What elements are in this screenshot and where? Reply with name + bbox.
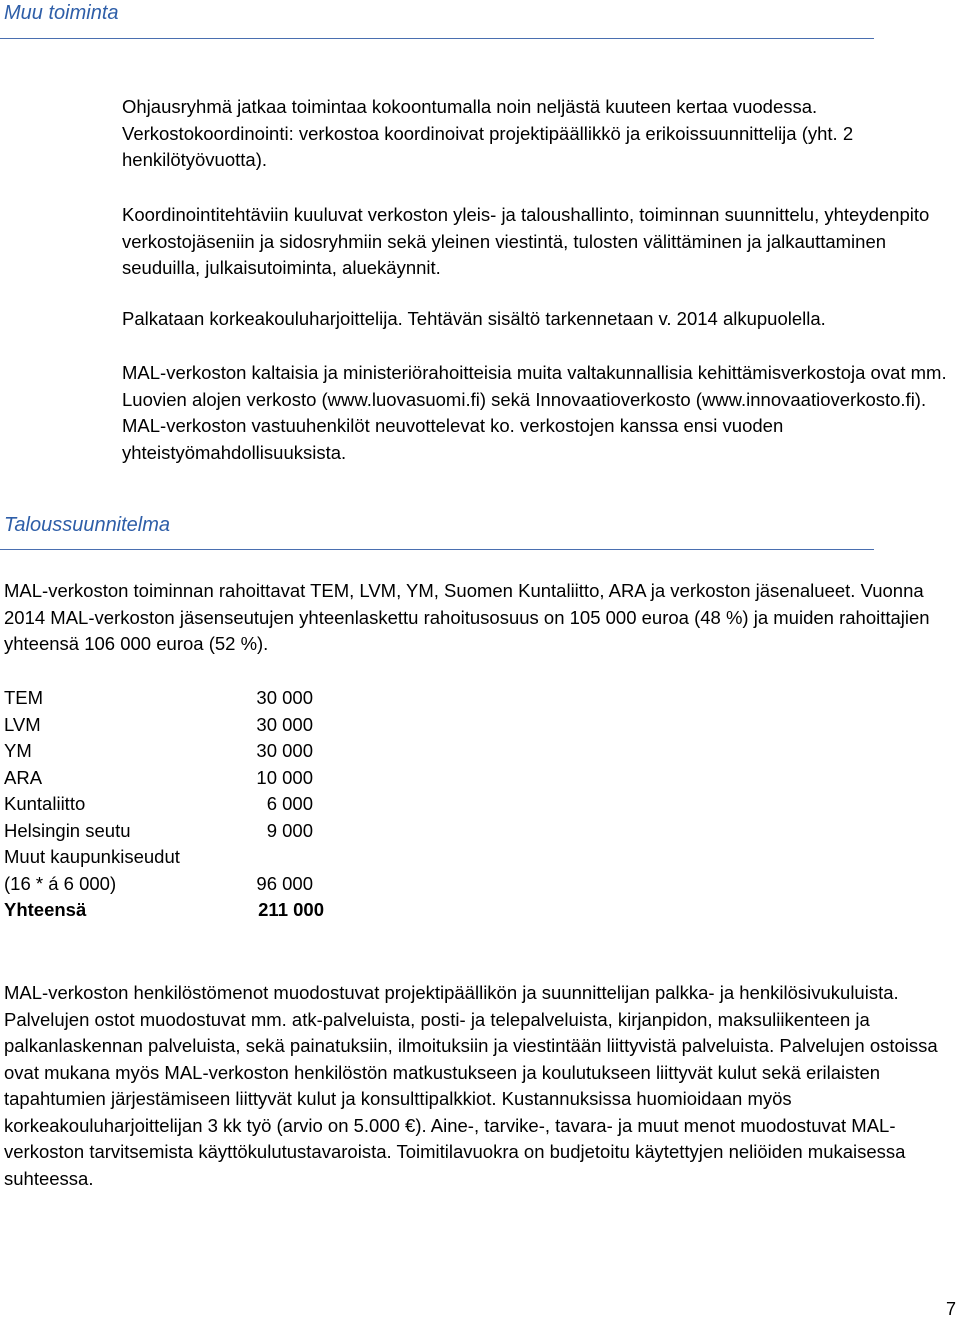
funding-total-row	[4, 897, 324, 924]
funding-total-amount: 211 000	[258, 899, 324, 920]
funding-label: Muut kaupunkiseudut	[4, 846, 180, 867]
paragraph-rahoittajat: MAL-verkoston toiminnan rahoittavat TEM, LVM, YM, Suomen Kuntaliitto, ARA ja verkoston jäsenalueet. Vuonna 2014 MAL-verkoston jäsenseutujen yhteenlaskettu rahoitusosuus on 105 000 euroa (48 %) ja muiden rahoittajien yhteensä 106 000 euroa (52 %).	[4, 580, 930, 654]
funding-amount: 96 000	[256, 872, 313, 894]
funding-row	[4, 871, 324, 898]
paragraph-koordinointi: Koordinointitehtäviin kuuluvat verkoston yleis- ja taloushallinto, toiminnan suunnittelu, yhteydenpito verkostojäseniin ja sidosryhmiin sekä yleinen viestintä, tulosten välittäminen ja jalkauttaminen seuduilla, julkaisutoiminta, aluekäynnit.	[122, 204, 930, 278]
funding-label: Helsingin seutu	[4, 819, 131, 841]
funding-label: ARA	[4, 766, 43, 788]
funding-amount: 30 000	[256, 740, 313, 761]
paragraph-ohjausryhma: Ohjausryhmä jatkaa toimintaa kokoontumalla noin neljästä kuuteen kertaa vuodessa. Verkostokoordinointi: verkostoa koordinoivat projektipäällikkö ja erikoissuunnittelija (yht. 2 henkilötyövuotta).	[122, 96, 854, 170]
heading-underline	[0, 38, 874, 39]
page-number: 7	[945, 1299, 956, 1319]
funding-row	[4, 844, 324, 871]
funding-row	[4, 712, 324, 739]
funding-label: YM	[4, 740, 32, 761]
funding-label: TEM	[4, 687, 44, 708]
funding-row	[4, 738, 324, 765]
funding-row	[4, 685, 324, 712]
funding-amount: 30 000	[256, 713, 313, 735]
funding-row	[4, 791, 324, 818]
heading-underline	[0, 549, 874, 550]
funding-amount: 6 000	[266, 793, 313, 814]
funding-row	[4, 765, 324, 792]
funding-total-label: Yhteensä	[4, 899, 87, 920]
funding-amount: 30 000	[256, 687, 313, 708]
paragraph-harjoittelija: Palkataan korkeakouluharjoittelija. Tehtävän sisältö tarkennetaan v. 2014 alkupuolella.	[122, 308, 826, 329]
funding-amount: 9 000	[266, 819, 313, 841]
funding-row	[4, 818, 324, 845]
paragraph-kulut: MAL-verkoston henkilöstömenot muodostuvat projektipäällikön ja suunnittelijan palkka- ja henkilösivukuluista. Palvelujen ostot muodostuvat mm. atk-palveluista, posti- ja telepalveluista, kirjanpidon, maksuliikenteen ja palkanlaskennan palveluista, sekä painatuksiin, ilmoituksiin ja viestintään liittyvistä palveluista. Palvelujen ostoissa ovat mukana myös MAL-verkoston henkilöstön matkustukseen ja koulutukseen liittyvät kulut sekä erilaisten tapahtumien järjestämiseen liittyvät kulut ja konsulttipalkkiot. Kustannuksissa huomioidaan myös korkeakouluharjoittelijan 3 kk työ (arvio on 5.000 €). Aine-, tarvike-, tavara- ja muut menot muodostuvat MAL-verkoston tarvitsemista käyttökulutustavaroista. Toimitilavuokra on budjetoitu käytettyjen neliöiden mukaisessa suhteessa.	[4, 982, 938, 1189]
section-heading-taloussuunnitelma: Taloussuunnitelma	[4, 514, 171, 536]
paragraph-muut-verkostot: MAL-verkoston kaltaisia ja ministeriörahoitteisia muita valtakunnallisia kehittämisverkostoja ovat mm. Luovien alojen verkosto (www.luovasuomi.fi) sekä Innovaatioverkosto (www.innovaatioverkosto.fi). MAL-verkoston vastuuhenkilöt neuvottelevat ko. verkostojen kanssa ensi vuoden yhteistyömahdollisuuksista.	[122, 362, 947, 463]
funding-amount: 10 000	[256, 766, 313, 788]
funding-label: (16 * á 6 000)	[4, 872, 117, 894]
funding-label: Kuntaliitto	[4, 793, 86, 814]
section-heading-muu-toiminta: Muu toiminta	[4, 2, 119, 24]
funding-label: LVM	[4, 713, 41, 735]
